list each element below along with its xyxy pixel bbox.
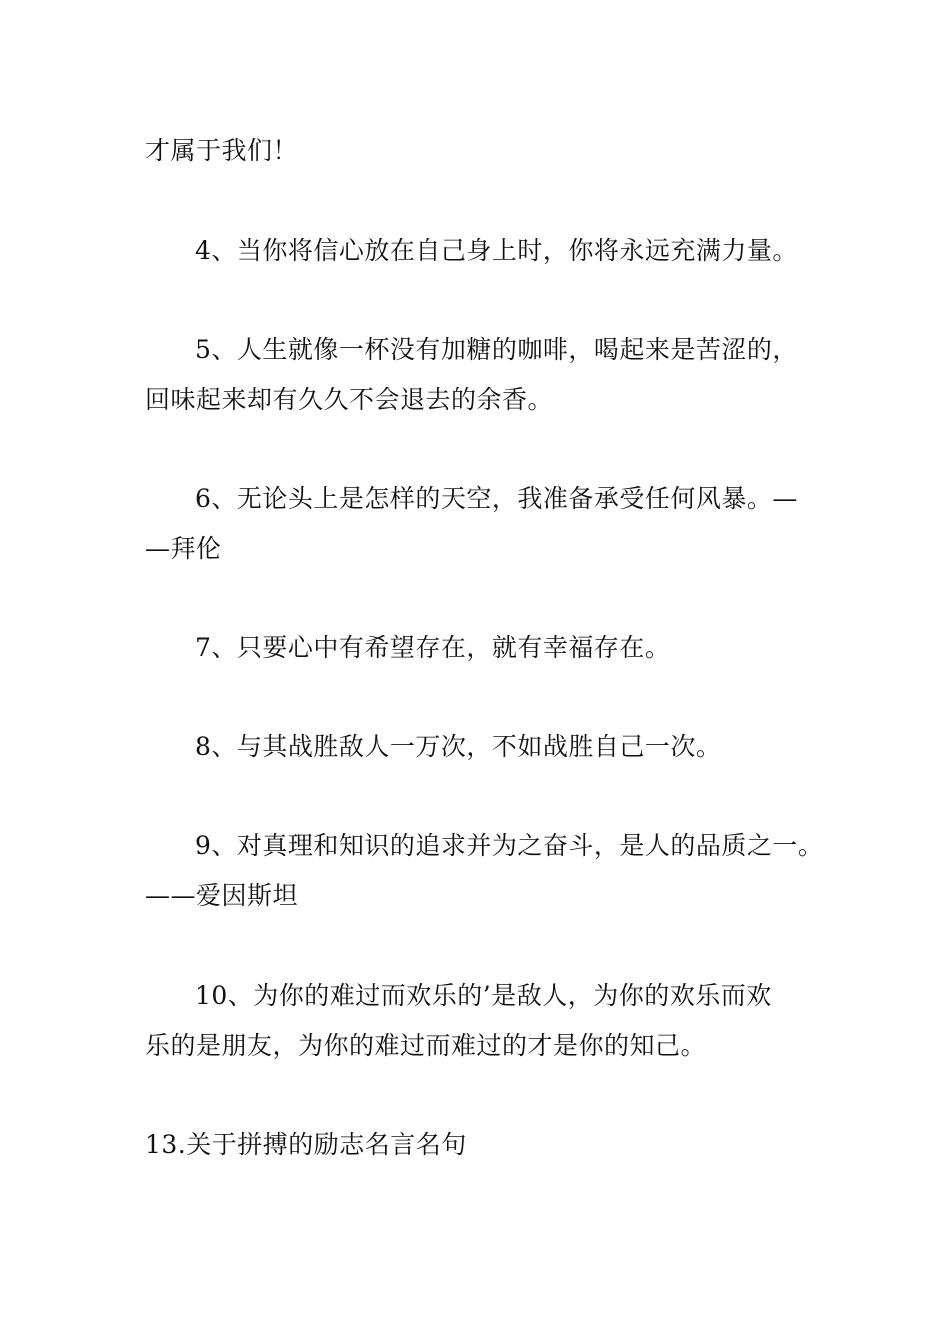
quote-10-line-1: 10、为你的难过而欢乐的’是敌人，为你的欢乐而欢 <box>195 981 772 1010</box>
quote-6-line-1: 6、无论头上是怎样的天空，我准备承受任何风暴。— <box>195 484 798 513</box>
quote-7: 7、只要心中有希望存在，就有幸福存在。 <box>195 633 671 662</box>
quote-5-line-2: 回味起来却有久久不会退去的余香。 <box>145 385 554 414</box>
section-heading: 13.关于拼搏的励志名言名句 <box>145 1130 467 1159</box>
quote-5-line-1: 5、人生就像一杯没有加糖的咖啡，喝起来是苦涩的， <box>195 335 798 364</box>
quote-10-line-2: 乐的是朋友，为你的难过而难过的才是你的知己。 <box>145 1031 707 1060</box>
quote-8: 8、与其战胜敌人一万次，不如战胜自己一次。 <box>195 732 722 761</box>
quote-6-line-2: —拜伦 <box>145 534 222 563</box>
quote-4: 4、当你将信心放在自己身上时，你将永远充满力量。 <box>195 236 798 265</box>
quote-9-line-1: 9、对真理和知识的追求并为之奋斗，是人的品质之一。 <box>195 831 824 860</box>
quote-9-line-2: ——爱因斯坦 <box>145 881 299 910</box>
text-line-continuation: 才属于我们！ <box>145 136 299 165</box>
